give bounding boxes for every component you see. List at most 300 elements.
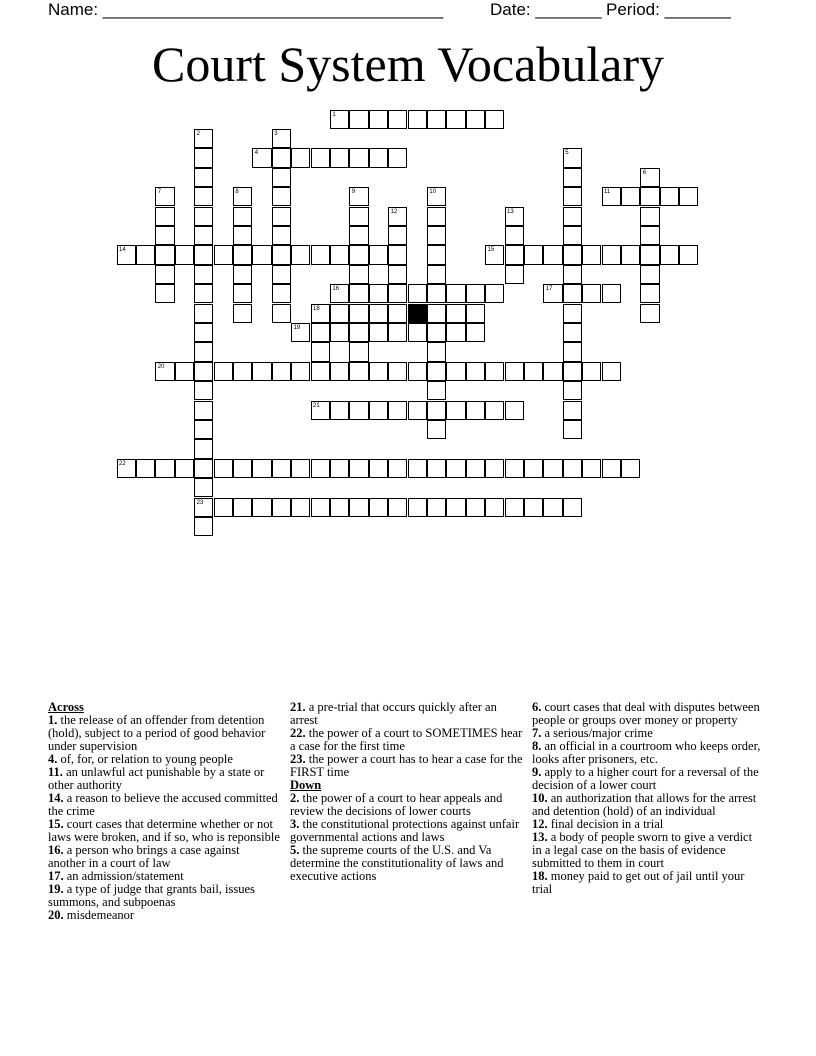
crossword-cell[interactable] [660,187,679,206]
crossword-cell[interactable] [194,245,213,264]
crossword-cell[interactable] [427,110,446,129]
crossword-cell[interactable] [194,207,213,226]
crossword-cell[interactable] [155,245,174,264]
crossword-cell[interactable] [194,342,213,361]
crossword-cell[interactable] [369,148,388,167]
crossword-cell[interactable] [194,517,213,536]
clue-number: 5. [290,843,300,857]
crossword-cell[interactable] [563,304,582,323]
crossword-cell[interactable] [349,323,368,342]
crossword-cell[interactable] [485,362,504,381]
crossword-cell[interactable] [349,401,368,420]
crossword-cell[interactable] [621,245,640,264]
crossword-cell[interactable] [369,110,388,129]
clue-column-2 [290,701,526,883]
crossword-cell[interactable] [194,304,213,323]
clue-number: 3. [290,817,300,831]
crossword-cell[interactable] [291,245,310,264]
clue-text: the constitutional protections against unfair governmental actions and laws [290,817,520,844]
date-field[interactable]: Date: _______ [490,0,602,19]
clue-number: 4. [48,752,58,766]
crossword-cell[interactable] [349,207,368,226]
crossword-cell[interactable] [543,362,562,381]
clue-text: a type of judge that grants bail, issues summons, and subpoenas [48,882,255,909]
clue-text: a pre-trial that occurs quickly after an arrest [290,700,497,727]
clue-across-20 [48,909,280,922]
crossword-cell[interactable] [369,362,388,381]
crossword-cell[interactable] [524,498,543,517]
clue-text: a serious/major crime [544,726,653,740]
crossword-cell[interactable] [640,226,659,245]
crossword-cell[interactable] [388,459,407,478]
clue-column-3 [532,701,764,896]
crossword-cell[interactable] [272,362,291,381]
cell-number: 4 [254,150,259,157]
crossword-cell[interactable] [427,284,446,303]
crossword-cell[interactable] [602,284,621,303]
clue-text: an authorization that allows for the arrest and detention (hold) of an individual [532,791,757,818]
crossword-cell[interactable] [349,148,368,167]
crossword-cell[interactable] [291,498,310,517]
crossword-cell[interactable] [388,110,407,129]
clue-text: the power of a court to hear appeals and review the decisions of lower courts [290,791,503,818]
crossword-cell[interactable] [252,498,271,517]
crossword-cell[interactable] [311,459,330,478]
crossword-cell[interactable] [602,459,621,478]
cell-number: 6 [642,169,647,176]
clue-number: 1. [48,713,58,727]
clue-number: 17. [48,869,64,883]
crossword-cell[interactable] [311,323,330,342]
crossword-cell[interactable] [330,459,349,478]
crossword-cell[interactable] [446,304,465,323]
crossword-cell[interactable] [640,207,659,226]
crossword-cell[interactable] [155,459,174,478]
crossword-cell[interactable] [466,284,485,303]
clue-down-8 [532,740,764,766]
crossword-cell[interactable] [427,265,446,284]
clue-column-1 [48,701,280,922]
clue-text: a body of people sworn to give a verdict in a legal case on the basis of evidence submitted to them in court [532,830,753,870]
crossword-cell[interactable] [136,245,155,264]
clue-text: the power a court has to hear a case for the FIRST time [290,752,523,779]
crossword-cell[interactable] [349,459,368,478]
crossword-cell[interactable] [214,498,233,517]
crossword-cell[interactable] [233,498,252,517]
crossword-cell[interactable] [388,401,407,420]
crossword-cell[interactable] [640,304,659,323]
crossword-cell[interactable] [311,245,330,264]
crossword-cell[interactable] [369,323,388,342]
crossword-cell[interactable] [349,265,368,284]
crossword-cell[interactable] [194,381,213,400]
crossword-cell[interactable] [233,459,252,478]
crossword-cell[interactable] [388,323,407,342]
crossword-cell[interactable] [194,323,213,342]
crossword-cell[interactable] [563,187,582,206]
crossword-cell[interactable] [194,226,213,245]
crossword-cell[interactable] [679,187,698,206]
crossword-cell[interactable] [446,459,465,478]
clue-text: the supreme courts of the U.S. and Va determine the constitutionality of laws and executive actions [290,843,504,883]
crossword-cell[interactable] [446,362,465,381]
crossword-cell[interactable] [388,498,407,517]
clue-text: of, for, or relation to young people [60,752,233,766]
crossword-cell[interactable] [349,498,368,517]
clue-number: 6. [532,700,542,714]
crossword-cell[interactable] [427,401,446,420]
crossword-cell[interactable] [602,362,621,381]
crossword-cell[interactable] [446,323,465,342]
crossword-cell[interactable] [505,401,524,420]
crossword-cell[interactable] [466,323,485,342]
crossword-cell[interactable] [621,187,640,206]
clue-text: misdemeanor [66,908,135,922]
crossword-cell[interactable] [194,168,213,187]
crossword-cell[interactable] [466,498,485,517]
crossword-cell[interactable] [563,245,582,264]
cell-number: 3 [274,130,278,137]
crossword-cell[interactable] [252,362,271,381]
cell-number: 14 [119,247,126,254]
crossword-cell[interactable] [233,304,252,323]
clue-text: apply to a higher court for a reversal of the decision of a lower court [532,765,759,792]
clue-number: 9. [532,765,542,779]
clue-text: a reason to believe the accused committed the crime [48,791,278,818]
crossword-cell[interactable] [272,168,291,187]
crossword-cell[interactable] [175,245,194,264]
crossword-cell[interactable] [563,498,582,517]
crossword-cell[interactable] [330,401,349,420]
crossword-cell[interactable] [330,245,349,264]
crossword-cell[interactable] [272,459,291,478]
clue-across-23 [290,753,526,779]
crossword-cell[interactable] [427,304,446,323]
crossword-cell[interactable] [194,362,213,381]
cell-number: 8 [235,189,239,196]
crossword-cell[interactable] [485,498,504,517]
crossword-cell[interactable] [272,207,291,226]
clue-text: money paid to get out of jail until your trial [532,869,745,896]
crossword-cell[interactable] [466,362,485,381]
crossword-cell[interactable] [427,498,446,517]
crossword-cell[interactable] [388,265,407,284]
cell-number: 21 [313,402,320,409]
crossword-cell[interactable] [194,284,213,303]
crossword-cell[interactable] [388,226,407,245]
crossword-cell[interactable] [349,284,368,303]
crossword-cell[interactable] [349,304,368,323]
clue-number: 2. [290,791,300,805]
crossword-cell[interactable] [563,381,582,400]
cell-number: 11 [604,189,611,196]
crossword-cell[interactable] [369,401,388,420]
crossword-cell[interactable] [408,284,427,303]
crossword-block [408,304,427,323]
crossword-cell[interactable] [524,245,543,264]
clue-down-10 [532,792,764,818]
clue-down-18 [532,870,764,896]
crossword-cell[interactable] [485,459,504,478]
clue-number: 15. [48,817,64,831]
crossword-cell[interactable] [563,207,582,226]
cell-number: 1 [332,111,336,118]
crossword-cell[interactable] [214,245,233,264]
crossword-cell[interactable] [330,323,349,342]
crossword-cell[interactable] [291,148,310,167]
crossword-cell[interactable] [388,304,407,323]
crossword-cell[interactable] [582,284,601,303]
crossword-cell[interactable] [349,342,368,361]
crossword-cell[interactable] [543,459,562,478]
clue-text: an unlawful act punishable by a state or other authority [48,765,265,792]
crossword-cell[interactable] [563,362,582,381]
crossword-cell[interactable] [330,148,349,167]
clue-text: final decision in a trial [550,817,664,831]
crossword-cell[interactable] [155,207,174,226]
crossword-cell[interactable] [252,245,271,264]
crossword-cell[interactable] [505,459,524,478]
crossword-cell[interactable] [466,401,485,420]
crossword-cell[interactable] [369,304,388,323]
crossword-cell[interactable] [640,245,659,264]
crossword-cell[interactable] [233,226,252,245]
crossword-cell[interactable] [427,381,446,400]
clue-text: a person who brings a case against another in a court of law [48,843,240,870]
clue-down-5 [290,844,526,883]
cell-number: 22 [119,460,126,467]
clue-down-9 [532,766,764,792]
cell-number: 17 [545,286,553,293]
cell-number: 15 [487,247,495,254]
crossword-cell[interactable] [291,362,310,381]
crossword-cell[interactable] [563,323,582,342]
crossword-cell[interactable] [408,401,427,420]
clue-number: 19. [48,882,64,896]
clue-number: 23. [290,752,306,766]
down-heading: Down [290,778,322,792]
clue-across-19 [48,883,280,909]
crossword-cell[interactable] [446,284,465,303]
crossword-cell[interactable] [214,362,233,381]
crossword-cell[interactable] [660,245,679,264]
crossword-cell[interactable] [311,362,330,381]
clue-number: 13. [532,830,548,844]
crossword-cell[interactable] [524,459,543,478]
cell-number: 19 [293,324,301,331]
crossword-cell[interactable] [640,284,659,303]
crossword-cell[interactable] [388,245,407,264]
clue-number: 18. [532,869,548,883]
crossword-cell[interactable] [155,265,174,284]
clue-across-14 [48,792,280,818]
clue-number: 11. [48,765,63,779]
clue-number: 14. [48,791,64,805]
crossword-cell[interactable] [252,459,271,478]
period-field[interactable]: Period: _______ [606,0,731,19]
crossword-cell[interactable] [369,284,388,303]
clue-text: an official in a courtroom who keeps order, looks after prisoners, etc. [532,739,761,766]
crossword-cell[interactable] [621,459,640,478]
clue-text: the release of an offender from detention (hold), subject to a period of good behavior under supervision [48,713,266,753]
crossword-cell[interactable] [330,304,349,323]
name-field[interactable]: Name: ____________________________________ [48,0,444,19]
across-heading: Across [48,700,84,714]
across-clue-list-a [48,714,280,922]
crossword-cell[interactable] [233,265,252,284]
crossword-cell[interactable] [505,226,524,245]
crossword-cell[interactable] [446,110,465,129]
cell-number: 20 [157,363,165,370]
clue-text: an admission/statement [66,869,184,883]
down-clue-list-a [290,792,526,883]
crossword-cell[interactable] [485,110,504,129]
crossword-cell[interactable] [563,226,582,245]
crossword-cell[interactable] [369,498,388,517]
crossword-cell[interactable] [272,245,291,264]
cell-number: 7 [157,189,162,196]
crossword-cell[interactable] [272,148,291,167]
crossword-cell[interactable] [349,226,368,245]
crossword-cell[interactable] [175,459,194,478]
crossword-cell[interactable] [543,245,562,264]
crossword-cell[interactable] [349,245,368,264]
crossword-cell[interactable] [194,187,213,206]
crossword-cell[interactable] [563,284,582,303]
clue-across-16 [48,844,280,870]
crossword-cell[interactable] [194,401,213,420]
crossword-cell[interactable] [194,439,213,458]
crossword-cell[interactable] [349,110,368,129]
crossword-cell[interactable] [640,265,659,284]
crossword-cell[interactable] [485,401,504,420]
crossword-cell[interactable] [349,362,368,381]
clue-number: 12. [532,817,548,831]
crossword-cell[interactable] [408,323,427,342]
crossword-cell[interactable] [582,245,601,264]
crossword-cell[interactable] [563,168,582,187]
crossword-cell[interactable] [388,362,407,381]
crossword-cell[interactable] [369,245,388,264]
crossword-cell[interactable] [427,226,446,245]
crossword-cell[interactable] [524,362,543,381]
crossword-cell[interactable] [272,498,291,517]
clue-number: 21. [290,700,306,714]
crossword-cell[interactable] [563,401,582,420]
crossword-cell[interactable] [155,226,174,245]
crossword-cell[interactable] [311,498,330,517]
cell-number: 16 [332,286,340,293]
clue-number: 7. [532,726,542,740]
clue-text: court cases that deal with disputes between people or groups over money or property [532,700,760,727]
crossword-cell[interactable] [408,362,427,381]
clue-down-2 [290,792,526,818]
crossword-cell[interactable] [505,245,524,264]
cell-number: 2 [196,130,200,137]
clue-text: the power of a court to SOMETIMES hear a case for the first time [290,726,523,753]
crossword-cell[interactable] [194,478,213,497]
page-title: Court System Vocabulary [151,36,664,92]
crossword-cell[interactable] [194,148,213,167]
cell-number: 12 [390,208,398,215]
clue-down-3 [290,818,526,844]
crossword-cell[interactable] [233,362,252,381]
crossword-cell[interactable] [330,362,349,381]
crossword-cell[interactable] [505,362,524,381]
crossword-cell[interactable] [272,187,291,206]
crossword-cell[interactable] [582,459,601,478]
crossword-cell[interactable] [291,459,310,478]
crossword-cell[interactable] [427,420,446,439]
down-clue-list-b [532,701,764,896]
crossword-cell[interactable] [272,304,291,323]
crossword-cell[interactable] [427,362,446,381]
crossword-cell[interactable] [466,459,485,478]
crossword-cell[interactable] [408,110,427,129]
crossword-cell[interactable] [563,265,582,284]
crossword-cell[interactable] [330,498,349,517]
crossword-cell[interactable] [427,207,446,226]
crossword-cell[interactable] [408,459,427,478]
crossword-cell[interactable] [466,304,485,323]
crossword-cell[interactable] [175,362,194,381]
crossword-cell[interactable] [408,498,427,517]
crossword-cell[interactable] [233,245,252,264]
crossword-cell[interactable] [427,245,446,264]
crossword-cell[interactable] [155,284,174,303]
crossword-cell[interactable] [427,342,446,361]
clue-number: 22. [290,726,306,740]
crossword-cell[interactable] [446,498,465,517]
crossword-cell[interactable] [427,459,446,478]
crossword-cell[interactable] [485,284,504,303]
crossword-cell[interactable] [543,498,562,517]
crossword-cell[interactable] [563,342,582,361]
crossword-cell[interactable] [640,187,659,206]
crossword-cell[interactable] [388,148,407,167]
crossword-cell[interactable] [194,420,213,439]
crossword-cell[interactable] [427,323,446,342]
clue-number: 8. [532,739,542,753]
crossword-cell[interactable] [505,498,524,517]
crossword-cell[interactable] [272,226,291,245]
crossword-cell[interactable] [466,110,485,129]
cell-number: 13 [507,208,514,215]
crossword-cell[interactable] [446,401,465,420]
crossword-cell[interactable] [311,148,330,167]
crossword-cell[interactable] [679,245,698,264]
crossword-cell[interactable] [233,207,252,226]
crossword-cell[interactable] [602,245,621,264]
crossword-cell[interactable] [505,265,524,284]
crossword-cell[interactable] [233,284,252,303]
crossword-cell[interactable] [563,459,582,478]
crossword-cell[interactable] [582,362,601,381]
crossword-cell[interactable] [388,284,407,303]
crossword-cell[interactable] [194,459,213,478]
crossword-cell[interactable] [563,420,582,439]
crossword-cell[interactable] [194,265,213,284]
cell-number: 5 [565,150,569,157]
cell-number: 23 [196,499,204,506]
crossword-cell[interactable] [214,459,233,478]
crossword-cell[interactable] [136,459,155,478]
crossword-cell[interactable] [311,342,330,361]
across-clue-list-b [290,701,526,779]
crossword-cell[interactable] [369,459,388,478]
crossword-cell[interactable] [272,265,291,284]
crossword-cell[interactable] [272,284,291,303]
